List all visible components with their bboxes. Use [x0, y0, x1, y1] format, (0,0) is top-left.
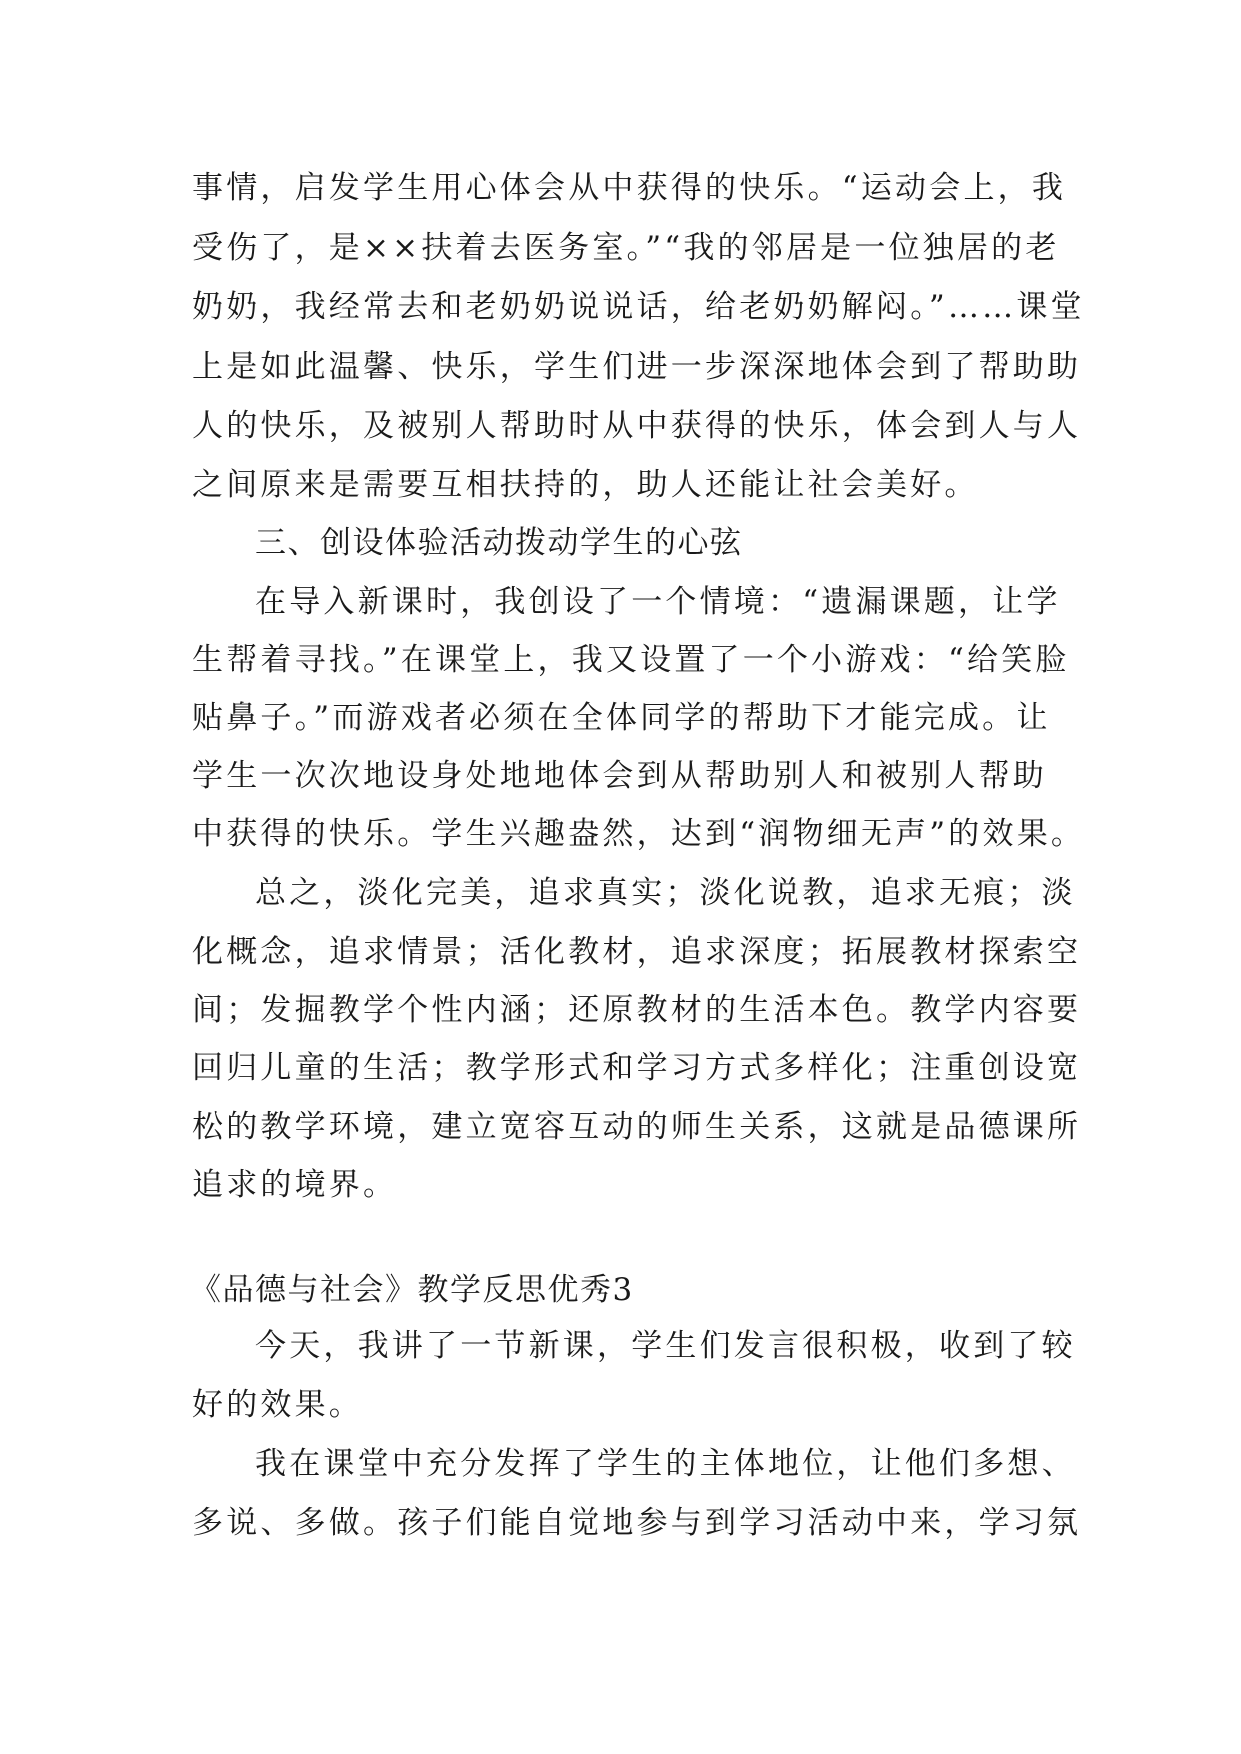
paragraph-line: 上是如此温馨、快乐，学生们进一步深深地体会到了帮助助 — [192, 349, 1082, 385]
paragraph-line: 奶奶，我经常去和老奶奶说说话，给老奶奶解闷。”……课堂 — [192, 289, 1085, 325]
paragraph-line: 在导入新课时，我创设了一个情境：“遗漏课题，让学 — [255, 584, 1061, 620]
paragraph-line: 之间原来是需要互相扶持的，助人还能让社会美好。 — [192, 467, 979, 503]
paragraph-line: 化概念，追求情景；活化教材，追求深度；拓展教材探索空 — [192, 934, 1082, 970]
paragraph-line: 受伤了，是××扶着去医务室。”“我的邻居是一位独居的老 — [192, 230, 1060, 266]
paragraph-line: 人的快乐，及被别人帮助时从中获得的快乐，体会到人与人 — [192, 408, 1082, 444]
paragraph-line: 间；发掘教学个性内涵；还原教材的生活本色。教学内容要 — [192, 992, 1082, 1028]
paragraph-line: 追求的境界。 — [192, 1167, 398, 1203]
paragraph-line: 多说、多做。孩子们能自觉地参与到学习活动中来，学习氛 — [192, 1505, 1082, 1541]
paragraph-line: 中获得的快乐。学生兴趣盎然，达到“润物细无声”的效果。 — [192, 816, 1086, 852]
paragraph-line: 生帮着寻找。”在课堂上，我又设置了一个小游戏：“给笑脸 — [192, 642, 1070, 678]
paragraph-line: 事情，启发学生用心体会从中获得的快乐。“运动会上，我 — [192, 170, 1067, 206]
section-heading: 三、创设体验活动拨动学生的心弦 — [255, 525, 743, 561]
paragraph-line: 我在课堂中充分发挥了学生的主体地位，让他们多想、 — [255, 1446, 1076, 1482]
paragraph-line: 回归儿童的生活；教学形式和学习方式多样化；注重创设宽 — [192, 1050, 1082, 1086]
paragraph-line: 总之，淡化完美，追求真实；淡化说教，追求无痕；淡 — [255, 875, 1076, 911]
paragraph-line: 松的教学环境，建立宽容互动的师生关系，这就是品德课所 — [192, 1109, 1082, 1145]
paragraph-line: 今天，我讲了一节新课，学生们发言很积极，收到了较 — [255, 1328, 1076, 1364]
paragraph-line: 学生一次次地设身处地地体会到从帮助别人和被别人帮助 — [192, 758, 1047, 794]
article-title: 《品德与社会》教学反思优秀3 — [190, 1272, 634, 1308]
paragraph-line: 好的效果。 — [192, 1387, 363, 1423]
paragraph-line: 贴鼻子。”而游戏者必须在全体同学的帮助下才能完成。让 — [192, 700, 1051, 736]
